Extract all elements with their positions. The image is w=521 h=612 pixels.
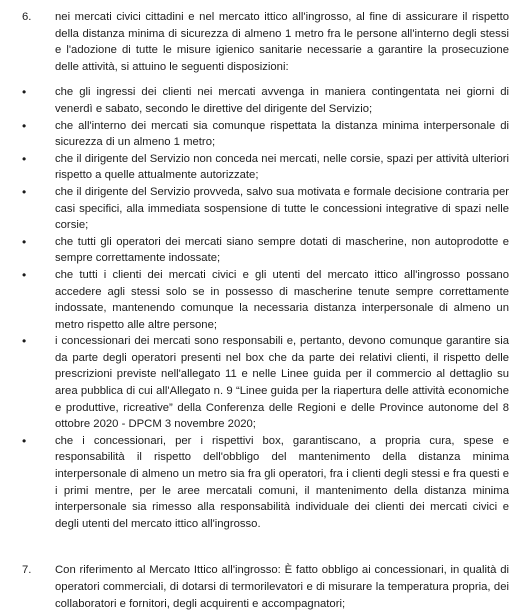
list-item xyxy=(22,433,509,533)
bullet-list xyxy=(22,84,509,532)
bullet-icon: • xyxy=(22,184,27,199)
list-item xyxy=(22,267,509,333)
bullet-icon: • xyxy=(22,267,27,282)
bullet-icon: • xyxy=(22,433,27,448)
list-item xyxy=(22,184,509,234)
bullet-icon: • xyxy=(22,334,27,349)
point-number: 6. xyxy=(22,11,32,23)
list-item xyxy=(22,84,509,117)
list-item-text: che il dirigente del Servizio provveda, salvo sua motivata e formale decisione contraria per casi specifici, alla immediata sospensione di tutte le concessioni integrative di spazi nelle corsie; xyxy=(55,185,509,232)
point-text: nei mercati civici cittadini e nel mercato ittico all'ingrosso, al fine di assicurare il rispetto della distanza minima di sicurezza di almeno 1 metro fra le persone all'interno degli stessi e l'adozione di tutte le misure igienico sanitarie necessarie a garantire la prosecuzione delle attività, si attuino le seguenti disposizioni: xyxy=(55,11,509,73)
bullet-icon: • xyxy=(22,234,27,249)
bullet-icon: • xyxy=(22,85,27,100)
list-item-text: che all'interno dei mercati sia comunque rispettata la distanza minima interpersonale di sicurezza di un almeno 1 metro; xyxy=(55,119,509,149)
bullet-icon: • xyxy=(22,118,27,133)
list-item-text: che tutti gli operatori dei mercati siano sempre dotati di mascherine, non autoprodotte e sempre correttamente indossate; xyxy=(55,235,509,265)
list-item-text: i concessionari dei mercati sono responsabili e, pertanto, devono comunque garantire sia da parte degli operatori presenti nel box che da parte dei relativi clienti, il rispetto delle prescrizioni previste nell'allegato 11 e nelle Linee guida per il commercio al dettaglio su area pubblica di cui all'Allegato n. 9 “Linee guida per la riapertura delle attività economiche e produttive, ricreative” della Conferenza delle Regioni e delle Province autonome del 8 ottobre 2020 - DPCM 3 novembre 2020; xyxy=(55,335,509,431)
list-item xyxy=(22,151,509,184)
list-item xyxy=(22,333,509,433)
section-gap xyxy=(22,532,509,562)
list-item-text: che gli ingressi dei clienti nei mercati avvenga in maniera contingentata nei giorni di venerdì e sabato, secondo le direttive del dirigente del Servizio; xyxy=(55,86,509,115)
list-item xyxy=(22,118,509,151)
list-item-text: che il dirigente del Servizio non conceda nei mercati, nelle corsie, spazi per attività ulteriori rispetto a quelle attualmente autorizzate; xyxy=(55,152,509,182)
list-item xyxy=(22,234,509,267)
list-item-text: che i concessionari, per i rispettivi box, garantiscano, a propria cura, spese e responsabilità il rispetto dell'obbligo del mantenimento della distanza minima interpersonale di almeno un metro sia fra gli operatori, fra i clienti degli stessi e fra questi e i primi mentre, per le aree mercatali comuni, il mantenimento della distanza minima interpersonale sia rimesso alla responsabilità individuale dei clienti dei mercati civici e degli utenti del mercato ittico all'ingrosso. xyxy=(55,434,509,530)
point-6 xyxy=(22,9,509,75)
point-7 xyxy=(22,562,509,612)
list-item-text: che tutti i clienti dei mercati civici e gli utenti del mercato ittico all'ingrosso possano accedere agli stessi solo se in possesso di mascherine tenute sempre correttamente indossate, mantenendo comunque la necessaria distanza interpersonale di almeno un metro rispetto alle altre persone; xyxy=(55,268,509,331)
bullet-icon: • xyxy=(22,151,27,166)
point-number: 7. xyxy=(22,564,32,577)
point-text: Con riferimento al Mercato Ittico all'ingrosso: È fatto obbligo ai concessionari, in qualità di operatori commerciali, di dotarsi di termorilevatori e di misurare la temperatura propria, dei collaboratori e fornitori, degli acquirenti e accompagnatori; xyxy=(55,564,509,610)
